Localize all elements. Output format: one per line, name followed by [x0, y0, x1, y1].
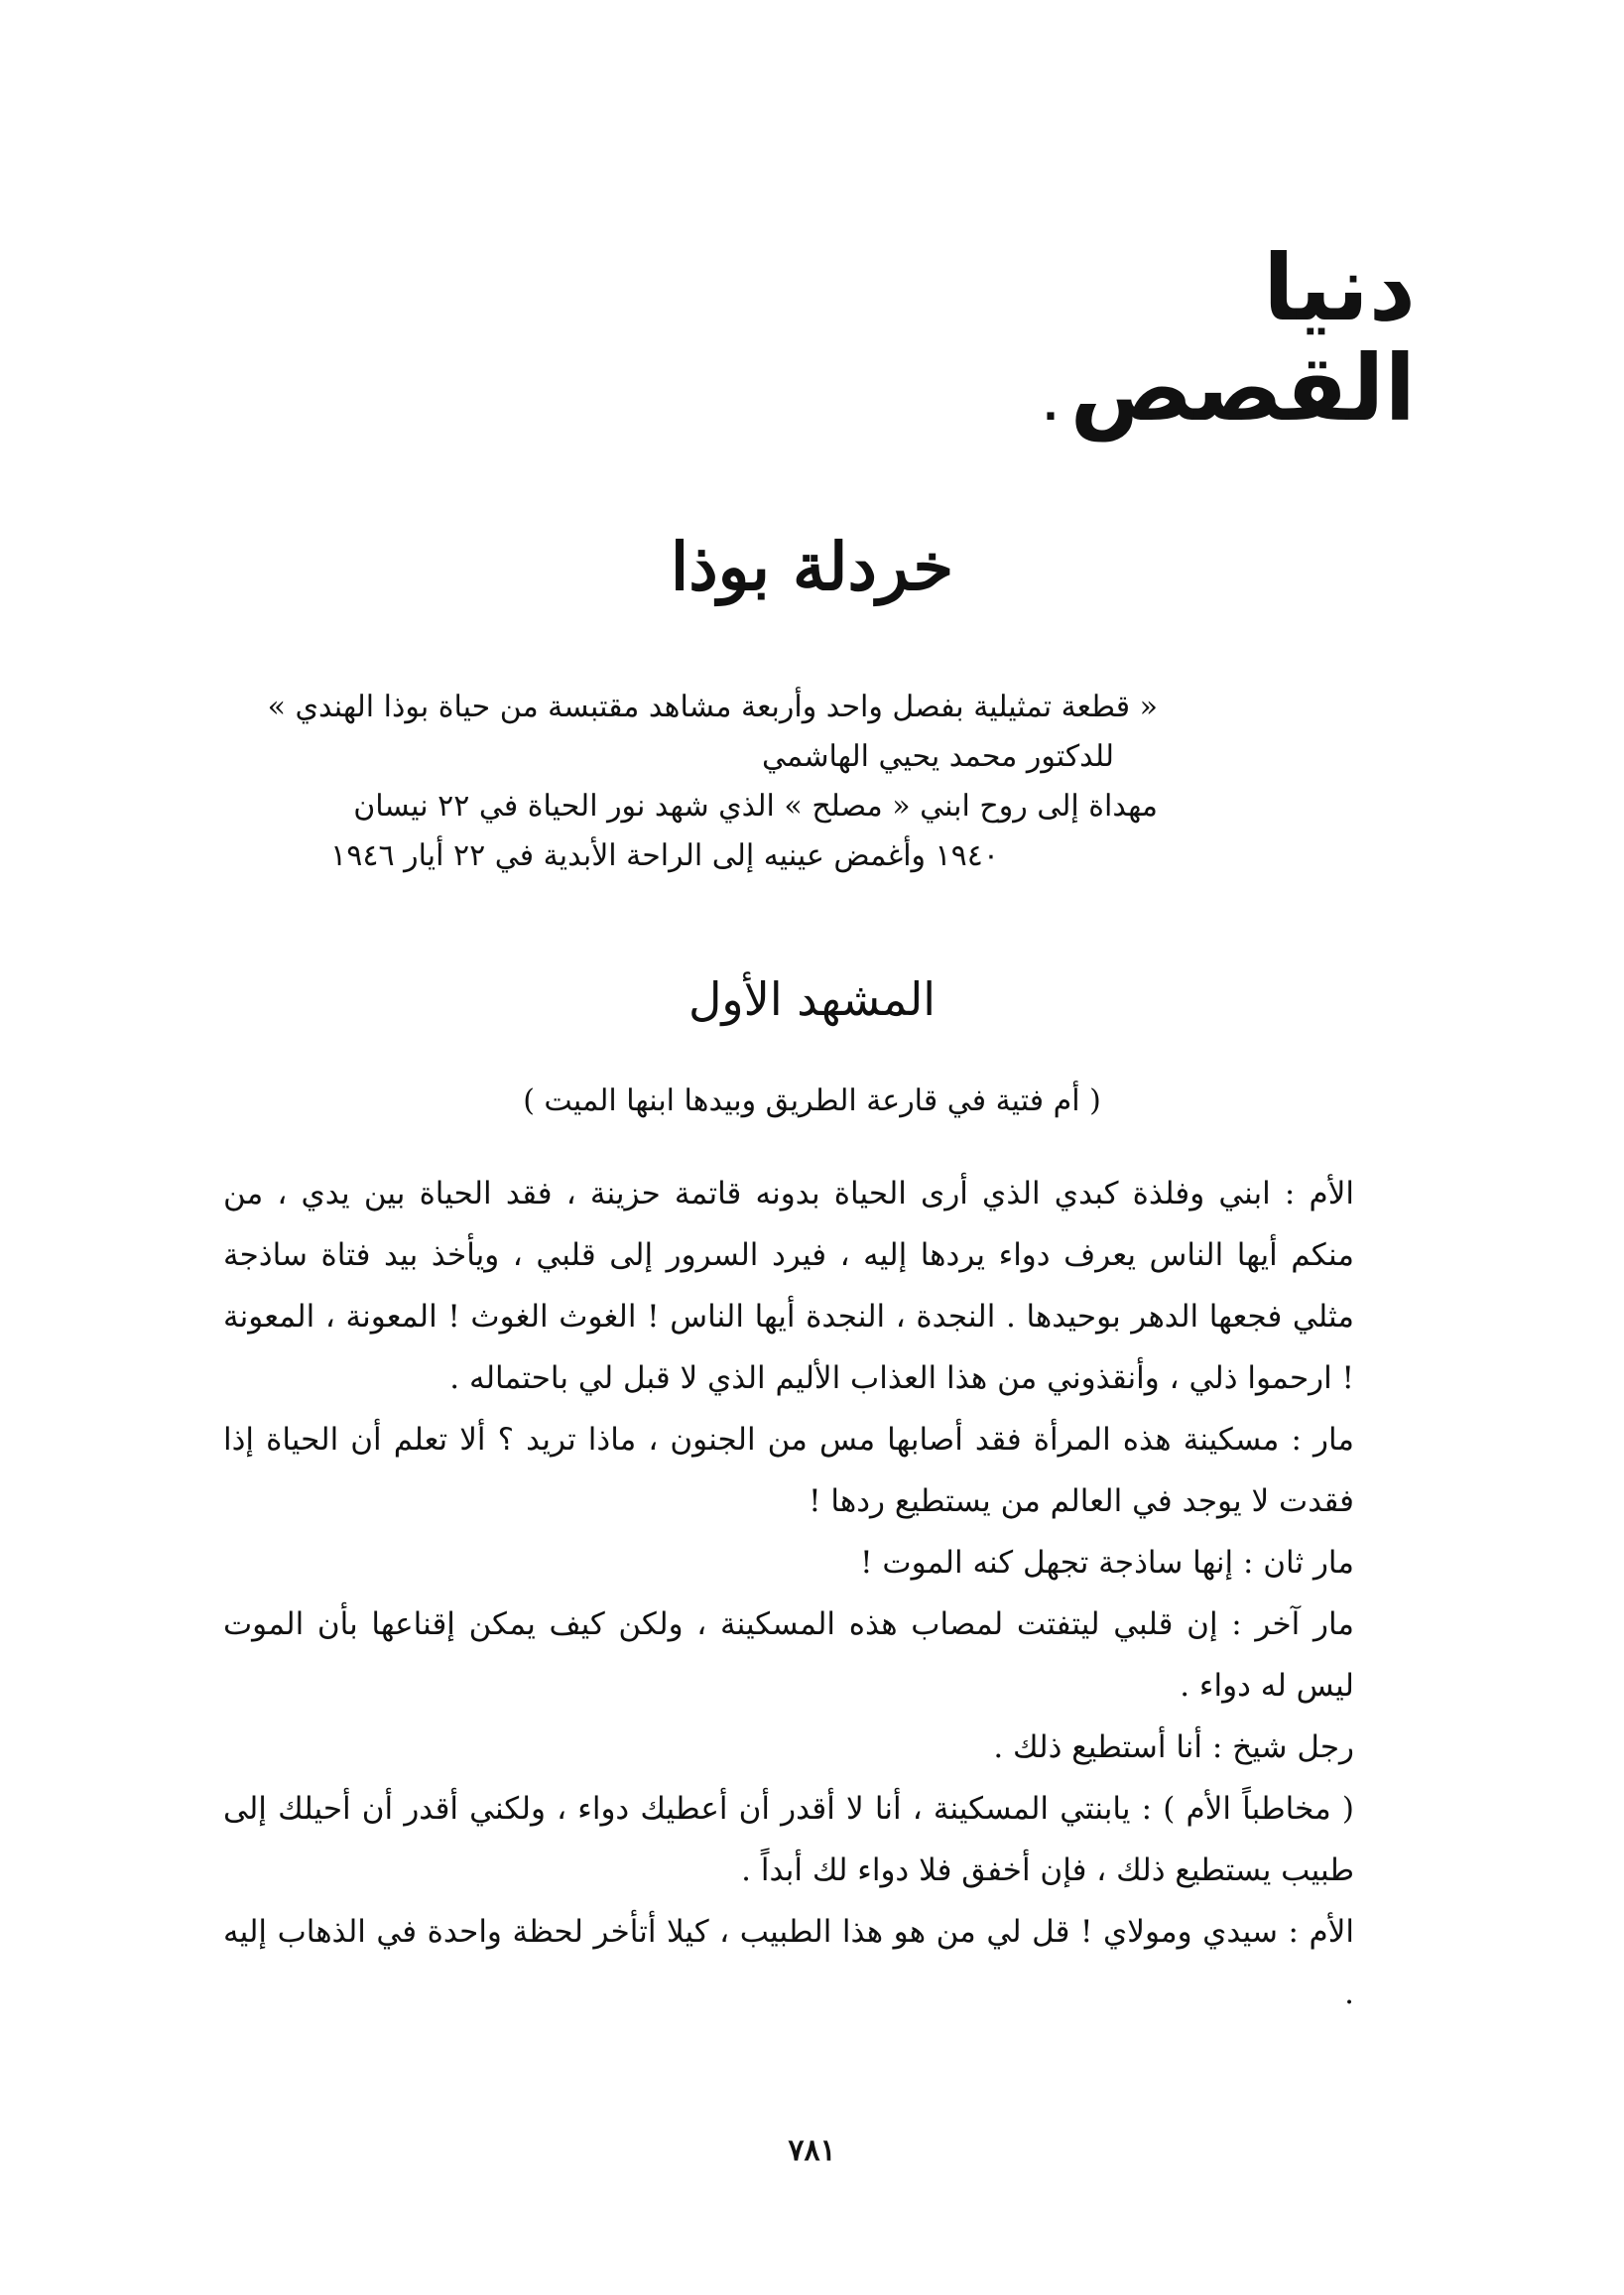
- section-header: [920, 235, 1416, 443]
- dedication-line: ١٩٤٠ وأغمض عينيه إلى الراحة الأبدية في ٢٢ أيار ١٩٤٦: [330, 838, 999, 873]
- body-text: [223, 1163, 1354, 2024]
- story-title: خردلة بوذا: [670, 528, 954, 605]
- section-header-title: دنيا القصص: [1069, 235, 1416, 443]
- dialogue-paragraph: مار ثان : إنها ساذجة تجهل كنه الموت !: [860, 1545, 1354, 1581]
- dialogue-paragraph: مار آخر : إن قلبي ليتفتت لمصاب هذه المسكينة ، ولكن كيف يمكن إقناعها بأن الموت ليس له دواء .: [223, 1606, 1354, 1704]
- section-header-mark: .: [1043, 384, 1059, 431]
- dialogue-paragraph: ( مخاطباً الأم ) : يابنتي المسكينة ، أنا لا أقدر أن أعطيك دواء ، ولكني أقدر أن أحيلك إلى طبيب يستطيع ذلك ، فإن أخفق فلا دواء لك أبداً .: [223, 1791, 1354, 1888]
- dialogue-paragraph: الأم : سيدي ومولاي ! قل لي من هو هذا الطبيب ، كيلا أتأخر لحظة واحدة في الذهاب إليه .: [223, 1914, 1354, 2011]
- story-subtitle-block: [205, 683, 1158, 881]
- dialogue-paragraph: مار : مسكينة هذه المرأة فقد أصابها مس من الجنون ، ماذا تريد ؟ ألا تعلم أن الحياة إذا فقدت لا يوجد في العالم من يستطيع ردها !: [223, 1422, 1354, 1519]
- page-number: ٧٨١: [788, 2133, 836, 2168]
- stage-direction: ( أم فتية في قارعة الطريق وبيدها ابنها الميت ): [523, 1084, 1101, 1118]
- dialogue-paragraph: الأم : ابني وفلذة كبدي الذي أرى الحياة بدونه قاتمة حزينة ، فقد الحياة بين يدي ، من منكم أيها الناس يعرف دواء يردها إليه ، فيرد السرور إلى قلبي ، ويأخذ بيد فتاة ساذجة مثلي فجعها الدهر بوحيدها . النجدة ، النجدة أيها الناس ! الغوث الغوث ! المعونة ، المعونة ! ارحموا ذلي ، وأنقذوني من هذا العذاب الأليم الذي لا قبل لي باحتماله .: [223, 1176, 1354, 1396]
- dialogue-paragraph: رجل شيخ : أنا أستطيع ذلك .: [993, 1729, 1354, 1765]
- story-subtitle-line: « قطعة تمثيلية بفصل واحد وأربعة مشاهد مقتبسة من حياة بوذا الهندي »: [267, 690, 1158, 724]
- dedication-line: مهداة إلى روح ابني « مصلح » الذي شهد نور الحياة في ٢٢ نيسان: [353, 789, 1158, 824]
- scene-title: المشهد الأول: [687, 972, 937, 1026]
- story-author-line: للدكتور محمد يحيي الهاشمي: [762, 739, 1114, 774]
